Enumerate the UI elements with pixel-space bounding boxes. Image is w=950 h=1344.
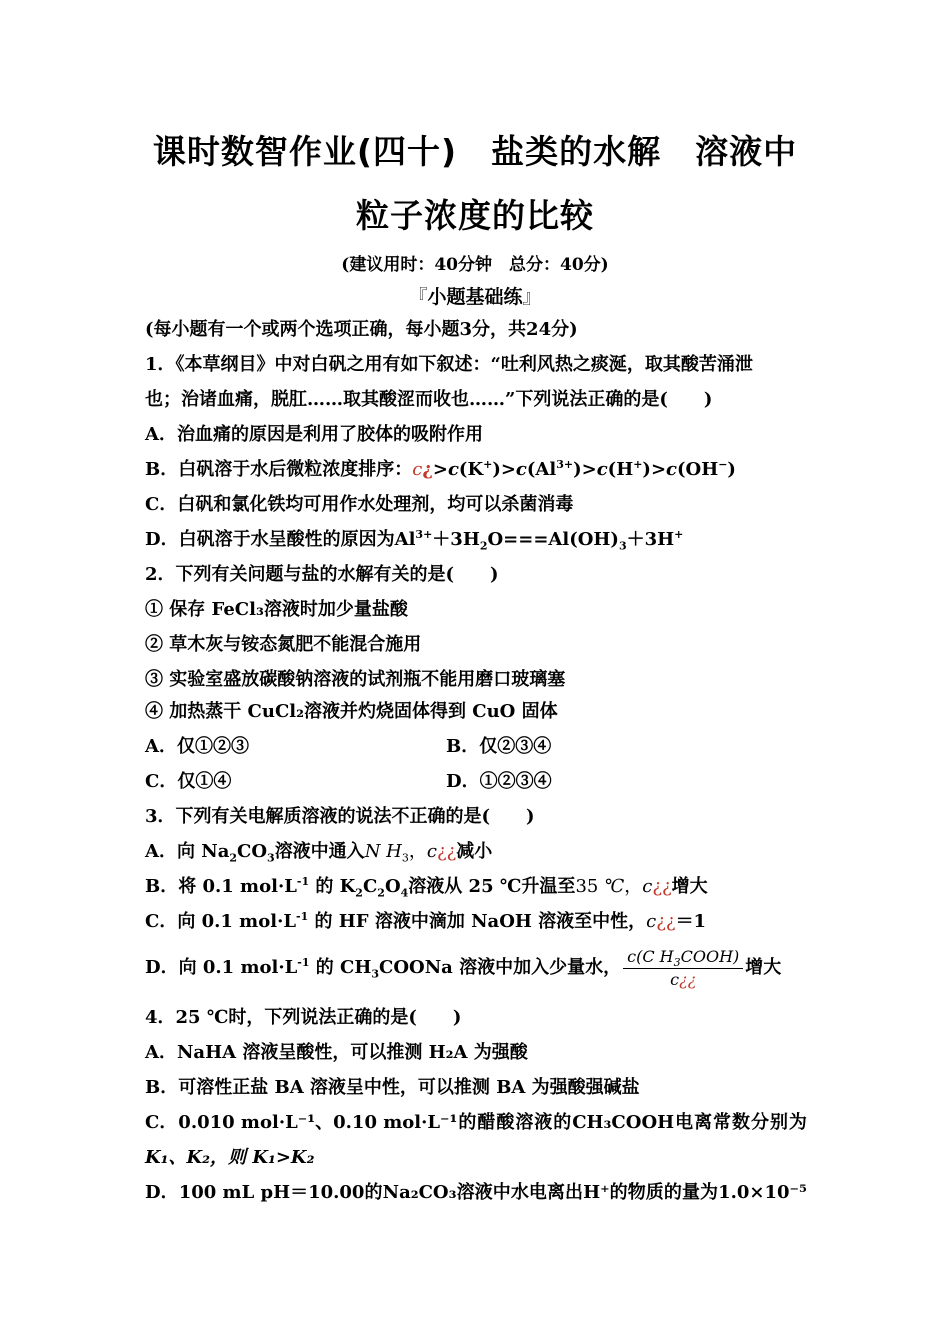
q4-c-word: 溶: [515, 1112, 534, 1133]
q4-option-b: B．可溶性正盐 BA 溶液呈中性，可以推测 BA 为强酸强碱盐: [145, 1077, 640, 1098]
q4-c-word: CH₃COOH: [572, 1112, 675, 1133]
q4-c-word: 数: [732, 1112, 751, 1133]
q3-option-d-suffix: 增大: [745, 957, 782, 978]
q2-option-d: D．①②③④: [446, 771, 552, 792]
q2-options-row-2: [145, 769, 807, 795]
q4-d-word: 出: [565, 1182, 584, 1203]
q3-option-d-prefix: D．向 0.1 mol·L: [145, 957, 298, 978]
q3-option-a-prefix: A．向: [145, 841, 195, 862]
q4-option-a: A．NaHA 溶液呈酸性，可以推测 H₂A 为强酸: [145, 1042, 528, 1063]
q2-item-1: ① 保存 FeCl₃溶液时加少量盐酸: [145, 599, 408, 620]
q4-c-word: 电: [675, 1112, 694, 1133]
q2-option-b: B．仅②③④: [446, 736, 552, 757]
q4-c-word: 为: [788, 1112, 807, 1133]
q4-d-word: 质: [645, 1182, 664, 1203]
q2-item-2: ② 草木灰与铵态氮肥不能混合施用: [145, 634, 422, 655]
q3-option-d: D．向 0.1 $mol\cdot L^{-1}$ 的 $CH_3COONa$ 溶液中加入少量水， $\frac{c(C H_3COOH)}{c¿¿}$ 增大: [145, 946, 782, 989]
q4-d-word: Na₂CO₃: [382, 1182, 457, 1203]
q4-c-word: 的: [553, 1112, 572, 1133]
q4-c-word: 液: [534, 1112, 553, 1133]
q3-option-b-prefix: B．将 0.1 mol·L: [145, 876, 297, 897]
q3-option-c-mid: 的 HF 溶液中滴加 NaOH 溶液至中性，: [308, 911, 647, 932]
q1-option-a: A．治血痛的原因是利用了胶体的吸附作用: [145, 424, 483, 445]
q4-d-word: 物: [627, 1182, 646, 1203]
q4-d-word: D．: [145, 1182, 179, 1203]
title-line-2: 粒子浓度的比较: [356, 196, 594, 235]
q2-option-a: A．仅①②③: [145, 736, 249, 757]
q2-item-4: ④ 加热蒸干 CuCl₂溶液并灼烧固体得到 CuO 固体: [145, 701, 558, 722]
q4-d-word: 水: [510, 1182, 529, 1203]
q4-d-word: 液: [474, 1182, 493, 1203]
q4-d-word: 中: [492, 1182, 511, 1203]
q4-d-word: 量: [681, 1182, 700, 1203]
q1-option-b: B．白矾溶于水后微粒浓度排序：$c¿>c(K^+)>c(Al^{3+})>c(H^+)>c(OH^-)$: [145, 458, 736, 480]
q1-option-c: C．白矾和氯化铁均可用作水处理剂，均可以杀菌消毒: [145, 494, 574, 515]
q1-option-d: D．白矾溶于水呈酸性的原因为$Al^{3+}+3H_2O===Al(OH)_3+3H^+$: [145, 528, 684, 553]
q4-option-c-line-2: K₁、K₂，则 K₁>K₂: [145, 1147, 315, 1168]
q3-option-a-mid: 溶液中通入: [274, 841, 365, 862]
q3-option-d-mid: 溶液中加入少量水，: [459, 957, 622, 978]
q1-stem-line-2: 也；治诸血痛，脱肛……取其酸涩而收也……”下列说法正确的是( ): [145, 389, 713, 410]
q4-c-word: 别: [769, 1112, 788, 1133]
q4-option-c-line-1: [145, 1110, 807, 1136]
q1-option-d-prefix: D．白矾溶于水呈酸性的原因为: [145, 529, 395, 550]
q1-stem-line-1: 1．《本草纲目》中对白矾之用有如下叙述：“吐利风热之痰涎，取其酸苦涌泄: [145, 354, 753, 375]
q3-option-c: C．向 0.1 $mol\cdot L^{-1}$ 的 HF 溶液中滴加 NaOH 溶液至中性，c¿¿＝1: [145, 910, 707, 932]
q3-option-c-suffix: ＝1: [675, 911, 707, 932]
section-label: 小题基础练: [427, 286, 523, 308]
time-info: (建议用时：40分钟 总分：40分): [341, 255, 609, 275]
q4-d-word: 1.0×10⁻⁵: [718, 1182, 807, 1203]
q4-d-word: 溶: [456, 1182, 475, 1203]
q4-d-word: 离: [546, 1182, 565, 1203]
q3-option-b: B．将 0.1 $mol\cdot L^{-1}$ 的 $K_2C_2O_4$溶液从 25 ℃升温至35 ℃，c¿¿增大: [145, 875, 708, 900]
q1-option-b-prefix: B．白矾溶于水后微粒浓度排序：: [145, 459, 413, 480]
q3-option-a: A．向 $Na_2CO_3$溶液中通入N $H_3$，c¿¿减小: [145, 841, 493, 865]
q3-option-a-suffix: 减小: [456, 841, 493, 862]
q4-c-word: 的: [458, 1112, 477, 1133]
q3-option-b-mid: 溶液从 25 ℃升温至: [408, 876, 576, 897]
q3-option-b-suffix: 增大: [671, 876, 708, 897]
q4-c-word: C．: [145, 1112, 178, 1133]
q4-c-word: 酸: [496, 1112, 515, 1133]
q4-d-word: 为: [700, 1182, 719, 1203]
q4-c-word: 醋: [477, 1112, 496, 1133]
q4-c-word: 离: [694, 1112, 713, 1133]
q2-options-row-1: [145, 734, 807, 760]
q4-d-word: 的: [663, 1182, 682, 1203]
q4-d-word: 100 mL pH＝10.00: [178, 1182, 365, 1203]
q2-item-3: ③ 实验室盛放碳酸钠溶液的试剂瓶不能用磨口玻璃塞: [145, 669, 566, 690]
q2-option-c: C．仅①④: [145, 771, 232, 792]
title-line-1: 课时数智作业(四十) 盐类的水解 溶液中: [152, 132, 798, 171]
q2-stem: 2．下列有关问题与盐的水解有关的是( ): [145, 564, 499, 585]
q4-d-word: 的: [364, 1182, 383, 1203]
q3-option-d-fraction: $\frac{c(C H_3COOH)}{c¿¿}$: [623, 946, 743, 991]
q4-d-word: H⁺的: [583, 1182, 628, 1203]
q4-c-word: 分: [750, 1112, 769, 1133]
q4-d-word: 电: [528, 1182, 547, 1203]
section-heading: 『小题基础练』: [408, 286, 542, 308]
q4-stem: 4．25 ℃时，下列说法正确的是( ): [145, 1007, 462, 1028]
q3-option-c-prefix: C．向 0.1 mol·L: [145, 911, 296, 932]
q4-c-word: 常: [713, 1112, 732, 1133]
instructions: (每小题有一个或两个选项正确，每小题3分，共24分): [145, 319, 578, 340]
q4-c-word: 0.010 mol·L⁻¹、0.10 mol·L⁻¹: [178, 1112, 458, 1133]
q4-option-d: [145, 1180, 807, 1206]
q3-stem: 3．下列有关电解质溶液的说法不正确的是( ): [145, 806, 535, 827]
